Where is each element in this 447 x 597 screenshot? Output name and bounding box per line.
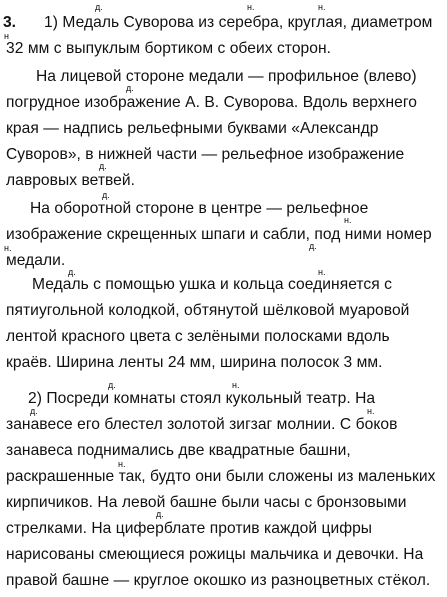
- text-line: На оборотной стороне в центре — рельефное: [30, 200, 369, 217]
- part-of-speech-mark: д.: [126, 83, 134, 93]
- part-of-speech-mark: н.: [118, 459, 126, 469]
- text-line: занавесе его блестел золотой зигзаг молнии. С боков: [6, 416, 398, 433]
- text-line: нарисованы смеющиеся рожицы мальчика и девочки. На: [6, 546, 424, 563]
- part-of-speech-mark: н.: [232, 380, 240, 390]
- part-of-speech-mark: д.: [30, 406, 38, 416]
- text-line: кирпичиков. На левой башне были часы с бронзовыми: [6, 494, 407, 511]
- part-of-speech-mark: н.: [318, 2, 326, 12]
- exercise-number: 3.: [3, 14, 17, 31]
- text-line: раскрашенные так, будто они были сложены из маленьких: [6, 468, 436, 485]
- text-line: медали.: [6, 252, 66, 269]
- text-line: На лицевой стороне медали — профильное (влево): [36, 68, 417, 85]
- part-of-speech-mark: д.: [156, 509, 164, 519]
- text-line: края — надпись рельефными буквами «Александр: [6, 120, 379, 137]
- part-of-speech-mark: н.: [247, 2, 255, 12]
- part-of-speech-mark: н.: [367, 406, 375, 416]
- part-of-speech-mark: н.: [4, 243, 12, 253]
- text-line: 32 мм с выпуклым бортиком с обеих сторон.: [6, 40, 332, 57]
- text-line: стрелками. На циферблате против каждой цифры: [6, 520, 373, 537]
- text-line: погрудное изображение А. В. Суворова. Вдоль верхнего: [6, 94, 417, 111]
- part-of-speech-mark: д.: [68, 267, 76, 277]
- text-line: пятиугольной колодкой, обтянутой шёлковой муаровой: [6, 302, 410, 319]
- text-line: 1) Медаль Суворова из серебра, круглая, диаметром: [44, 14, 433, 31]
- part-of-speech-mark: д.: [95, 2, 103, 12]
- part-of-speech-mark: д.: [309, 241, 317, 251]
- text-line: Суворов», в нижней части — рельефное изображение: [6, 146, 405, 163]
- text-line: краёв. Ширина ленты 24 мм, ширина полосок 3 мм.: [6, 354, 383, 371]
- text-line: лавровых ветвей.: [6, 172, 136, 189]
- text-line: занавеса поднимались две квадратные башни,: [6, 442, 351, 459]
- part-of-speech-mark: н: [4, 31, 9, 41]
- part-of-speech-mark: д.: [108, 380, 116, 390]
- part-of-speech-mark: д.: [99, 161, 107, 171]
- part-of-speech-mark: н.: [344, 215, 352, 225]
- part-of-speech-mark: н.: [318, 267, 326, 277]
- text-line: изображение скрещенных шпаги и сабли, под ними номер: [6, 226, 432, 243]
- text-line: 2) Посреди комнаты стоял кукольный театр. На: [28, 390, 376, 407]
- text-line: лентой красного цвета с зелёными полосками вдоль: [6, 328, 390, 345]
- text-line: Медаль с помощью ушка и кольца соединяется с: [32, 276, 392, 293]
- text-line: правой башне — круглое окошко из разноцветных стёкол.: [6, 572, 431, 589]
- part-of-speech-mark: д.: [102, 190, 110, 200]
